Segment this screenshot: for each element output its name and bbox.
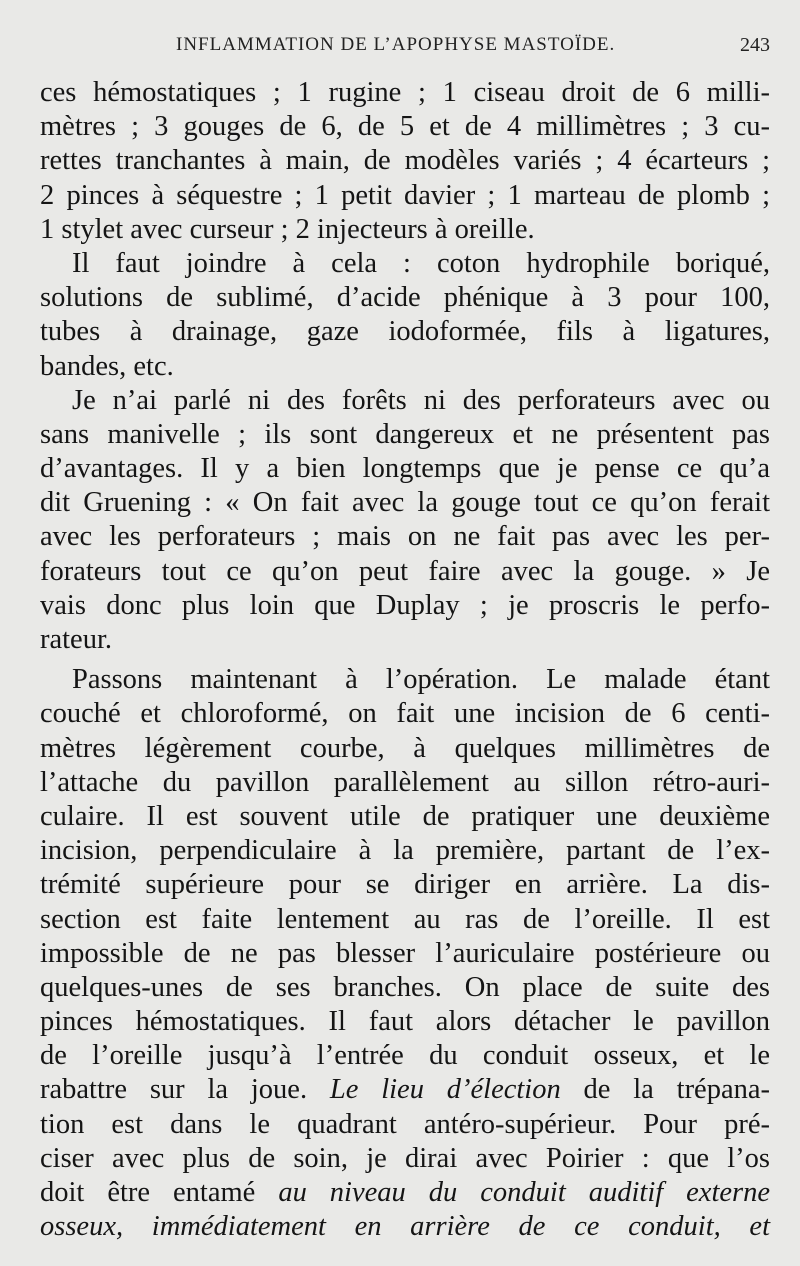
text-line: rateur.: [40, 624, 113, 655]
text-line: solutions de sublimé, d’acide phénique à 3 pour 100,: [40, 282, 770, 314]
text-line: Passons maintenant à l’opération. Le malade étant: [72, 664, 770, 696]
text-line: 1 stylet avec curseur ; 2 injecteurs à oreille.: [40, 213, 535, 245]
text-line: vais donc plus loin que Duplay ; je proscris le perfo-: [40, 589, 770, 621]
text-line: sans manivelle ; ils sont dangereux et ne présentent pas: [40, 418, 770, 450]
italic-text: Le lieu d’élection: [329, 1074, 561, 1106]
text-line: de l’oreille jusqu’à l’entrée du conduit osseux, et le: [40, 1040, 770, 1072]
text-line: mètres ; 3 gouges de 6, de 5 et de 4 millimètres ; 3 cu-: [40, 111, 770, 143]
text-line: tion est dans le quadrant antéro-supérieur. Pour pré-: [40, 1108, 770, 1140]
text-line: mètres légèrement courbe, à quelques millimètres de: [40, 732, 770, 764]
text-line: [40, 1176, 770, 1210]
text-line: pinces hémostatiques. Il faut alors détacher le pavillon: [40, 1006, 770, 1038]
text-line: [40, 1073, 770, 1107]
text-line: osseux, immédiatement en arrière de ce conduit, et: [40, 1211, 770, 1243]
text-line: 2 pinces à séquestre ; 1 petit davier ; 1 marteau de plomb ;: [40, 179, 770, 211]
running-title: INFLAMMATION DE L’APOPHYSE MASTOÏDE.: [176, 34, 616, 55]
text-line: bandes, etc.: [40, 350, 174, 382]
text-line: section est faite lentement au ras de l’oreille. Il est: [40, 903, 770, 935]
text-line: Il faut joindre à cela : coton hydrophile boriqué,: [72, 247, 770, 279]
text-line: culaire. Il est souvent utile de pratiquer une deuxième: [40, 800, 770, 832]
text-line: tubes à drainage, gaze iodoformée, fils à ligatures,: [40, 316, 770, 348]
text-line: quelques-unes de ses branches. On place de suite des: [40, 971, 770, 1003]
text-line: d’avantages. Il y a bien longtemps que je pense ce qu’a: [40, 453, 770, 485]
text-line: l’attache du pavillon parallèlement au sillon rétro-auri-: [40, 766, 770, 798]
text-line: avec les perforateurs ; mais on ne fait pas avec les per-: [40, 521, 770, 553]
italic-text: au niveau du conduit auditif externe: [278, 1177, 770, 1208]
text-line: impossible de ne pas blesser l’auriculaire postérieure ou: [40, 937, 770, 969]
text-line: ciser avec plus de soin, je dirai avec Poirier : que l’os: [40, 1142, 770, 1174]
body-text: [40, 76, 770, 1244]
text-line: dit Gruening : « On fait avec la gouge tout ce qu’on ferait: [40, 487, 770, 519]
text-span: doit être entamé: [40, 1177, 279, 1208]
page-header: [40, 0, 770, 76]
text-line: trémité supérieure pour se diriger en arrière. La dis-: [40, 869, 770, 901]
page-number: 243: [740, 34, 770, 56]
text-span: de la trépana-: [560, 1074, 770, 1106]
text-line: forateurs tout ce qu’on peut faire avec la gouge. » Je: [40, 555, 770, 587]
text-line: couché et chloroformé, on fait une incision de 6 centi-: [40, 698, 770, 730]
text-span: rabattre sur la joue.: [40, 1074, 330, 1106]
text-line: rettes tranchantes à main, de modèles variés ; 4 écarteurs ;: [40, 145, 770, 177]
text-line: Je n’ai parlé ni des forêts ni des perforateurs avec ou: [72, 384, 770, 416]
text-line: ces hémostatiques ; 1 rugine ; 1 ciseau droit de 6 milli-: [40, 77, 770, 108]
text-line: incision, perpendiculaire à la première, partant de l’ex-: [40, 835, 770, 867]
